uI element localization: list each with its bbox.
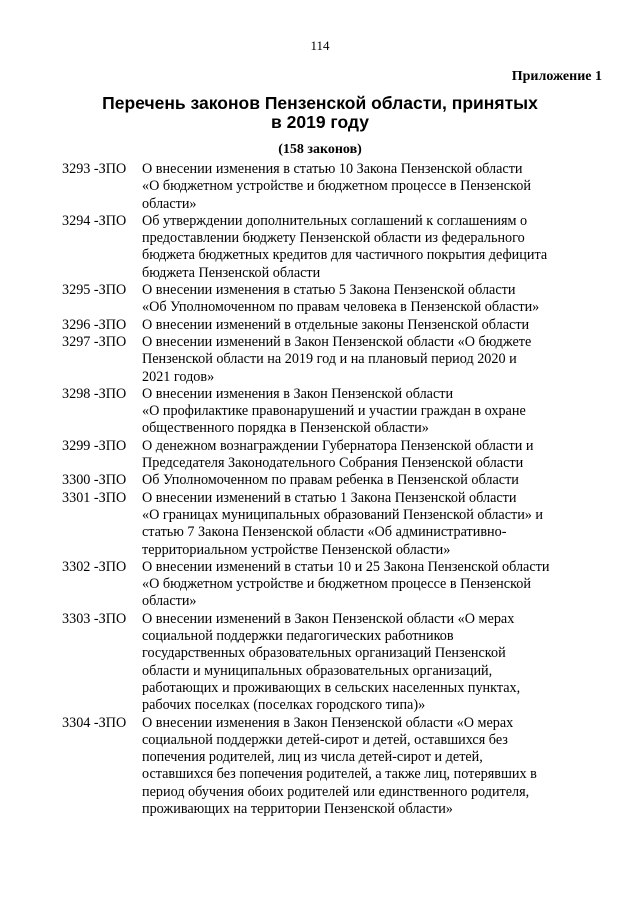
- law-title: [142, 715, 582, 819]
- law-title: [142, 334, 582, 386]
- law-title-line: О внесении изменений в отдельные законы Пензенской области: [142, 316, 530, 333]
- law-number: 3301 -ЗПО: [62, 489, 127, 506]
- law-entry: [62, 715, 582, 819]
- law-title-line: государственных образовательных организаций Пензенской: [142, 645, 506, 662]
- appendix-label: Приложение 1: [511, 69, 602, 84]
- law-entry: [62, 213, 582, 282]
- law-title-line: области»: [142, 593, 197, 610]
- law-title-line: 2021 годов»: [142, 368, 215, 385]
- law-list: [62, 161, 582, 818]
- law-title-line: Председателя Законодательного Собрания Пензенской области: [142, 455, 524, 472]
- law-title-line: период обучения обоих родителей или единственного родителя,: [142, 783, 530, 800]
- law-title-line: попечения родителей, лиц из числа детей-сирот и детей,: [142, 749, 483, 766]
- law-title-line: оставшихся без попечения родителей, а также лиц, потерявших в: [142, 766, 537, 783]
- law-title-line: рабочих поселках (поселках городского типа)»: [142, 697, 426, 714]
- law-entry: [62, 472, 582, 489]
- law-count: (158 законов): [278, 142, 362, 157]
- law-entry: [62, 334, 582, 386]
- law-title-line: бюджета Пензенской области: [142, 264, 321, 281]
- law-title-line: О внесении изменений в статью 1 Закона Пензенской области: [142, 489, 517, 506]
- law-title: [142, 438, 582, 473]
- law-title-line: «О бюджетном устройстве и бюджетном процессе в Пензенской: [142, 576, 531, 593]
- title-line: Перечень законов Пензенской области, принятых: [102, 93, 538, 113]
- law-title-line: предоставлении бюджету Пензенской области из федерального: [142, 230, 525, 247]
- law-number: 3302 -ЗПО: [62, 558, 127, 575]
- law-title-line: О внесении изменений в статьи 10 и 25 Закона Пензенской области: [142, 558, 550, 575]
- page-number: 114: [310, 38, 330, 53]
- law-title-line: области и муниципальных образовательных организаций,: [142, 662, 493, 679]
- law-title-line: «Об Уполномоченном по правам человека в Пензенской области»: [142, 299, 540, 316]
- law-title-line: О внесении изменения в статью 10 Закона Пензенской области: [142, 161, 523, 177]
- law-title-line: территориальном устройстве Пензенской области»: [142, 541, 451, 558]
- law-title-line: Об Уполномоченном по правам ребенка в Пензенской области: [142, 472, 519, 489]
- law-entry: [62, 438, 582, 473]
- law-title: [142, 213, 582, 282]
- law-number: 3299 -ЗПО: [62, 437, 127, 454]
- law-title-line: проживающих на территории Пензенской области»: [142, 800, 453, 817]
- law-number: 3300 -ЗПО: [62, 472, 127, 489]
- law-title: [142, 472, 582, 489]
- law-title-line: О денежном вознаграждении Губернатора Пензенской области и: [142, 437, 534, 454]
- law-entry: [62, 386, 582, 438]
- law-title-line: О внесении изменения в Закон Пензенской области «О мерах: [142, 714, 514, 731]
- law-number: 3296 -ЗПО: [62, 316, 127, 333]
- law-title-line: О внесении изменений в Закон Пензенской области «О бюджете: [142, 333, 532, 350]
- law-number: 3303 -ЗПО: [62, 610, 127, 627]
- law-title: [142, 282, 582, 317]
- law-title: [142, 317, 582, 334]
- law-number: 3304 -ЗПО: [62, 714, 127, 731]
- law-number: 3297 -ЗПО: [62, 333, 127, 350]
- law-title-line: социальной поддержки детей-сирот и детей, оставшихся без: [142, 731, 508, 748]
- law-title-line: социальной поддержки педагогических работников: [142, 628, 454, 645]
- law-title-line: «О бюджетном устройстве и бюджетном процессе в Пензенской: [142, 178, 531, 195]
- law-title-line: «О границах муниципальных образований Пензенской области» и: [142, 506, 544, 523]
- law-entry: [62, 490, 582, 559]
- law-title: [142, 611, 582, 715]
- law-title-line: «О профилактике правонарушений и участии граждан в охране: [142, 403, 526, 420]
- law-number: 3295 -ЗПО: [62, 282, 127, 299]
- law-title: [142, 161, 582, 213]
- law-title-line: области»: [142, 195, 197, 212]
- law-number: 3294 -ЗПО: [62, 212, 127, 229]
- law-entry: [62, 282, 582, 317]
- law-title-line: бюджета бюджетных кредитов для частичного покрытия дефицита: [142, 247, 548, 264]
- title-line: в 2019 году: [271, 112, 369, 132]
- law-title: [142, 386, 582, 438]
- law-title-line: Пензенской области на 2019 год и на плановый период 2020 и: [142, 351, 517, 368]
- law-title-line: О внесении изменений в Закон Пензенской области «О мерах: [142, 610, 515, 627]
- law-title: [142, 559, 582, 611]
- law-title-line: О внесении изменения в статью 5 Закона Пензенской области: [142, 282, 516, 299]
- law-title-line: работающих и проживающих в сельских населенных пунктах,: [142, 679, 521, 696]
- law-entry: [62, 559, 582, 611]
- law-entry: [62, 611, 582, 715]
- law-title-line: Об утверждении дополнительных соглашений к соглашениям о: [142, 212, 528, 229]
- law-title: [142, 490, 582, 559]
- law-entry: [62, 317, 582, 334]
- law-title-line: О внесении изменения в Закон Пензенской области: [142, 385, 454, 402]
- law-number: 3293 -ЗПО: [62, 161, 127, 177]
- law-entry: [62, 161, 582, 213]
- law-title-line: статью 7 Закона Пензенской области «Об административно-: [142, 524, 507, 541]
- document-title: [0, 94, 640, 132]
- law-number: 3298 -ЗПО: [62, 385, 127, 402]
- law-title-line: общественного порядка в Пензенской области»: [142, 420, 429, 437]
